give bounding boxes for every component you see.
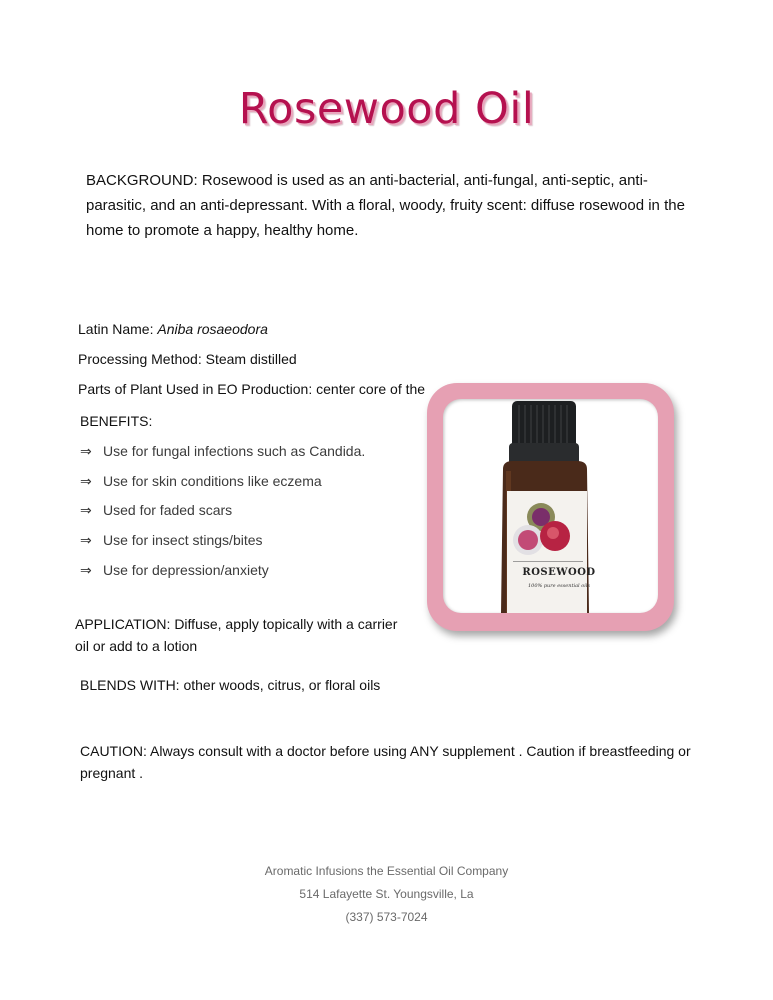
footer-company: Aromatic Infusions the Essential Oil Company bbox=[264, 864, 509, 878]
benefits-heading: BENEFITS: bbox=[80, 413, 153, 429]
plant-parts-line: Parts of Plant Used in EO Production: center core of the bbox=[78, 381, 426, 397]
benefit-item bbox=[80, 443, 365, 460]
benefit-text: Used for faded scars bbox=[103, 502, 233, 518]
page-title: Rosewood Oil bbox=[238, 84, 535, 134]
latin-name-line bbox=[78, 321, 268, 337]
benefit-item bbox=[80, 502, 232, 519]
benefit-text: Use for fungal infections such as Candida. bbox=[103, 443, 366, 459]
processing-method-line: Processing Method: Steam distilled bbox=[78, 351, 297, 367]
arrow-icon: ⇒ bbox=[80, 532, 92, 548]
caution-paragraph: CAUTION: Always consult with a doctor before using ANY supplement . Caution if breastfeeding or pregnant . bbox=[80, 743, 691, 781]
footer-phone: (337) 573-7024 bbox=[345, 910, 428, 924]
arrow-icon: ⇒ bbox=[80, 473, 92, 489]
arrow-icon: ⇒ bbox=[80, 502, 92, 518]
benefit-text: Use for skin conditions like eczema bbox=[103, 473, 322, 489]
bottle-illustration bbox=[443, 399, 658, 613]
product-image bbox=[443, 399, 658, 613]
benefit-item bbox=[80, 562, 269, 579]
background-paragraph: BACKGROUND: Rosewood is used as an anti-bacterial, anti-fungal, anti-septic, anti-parasitic, and an anti-depressant. With a floral, woody, fruity scent: diffuse rosewood in the home to promote a happy, healthy home. bbox=[86, 172, 685, 239]
blends-line: BLENDS WITH: other woods, citrus, or floral oils bbox=[80, 677, 381, 693]
product-image-frame bbox=[427, 383, 674, 631]
footer-address: 514 Lafayette St. Youngsville, La bbox=[299, 887, 474, 901]
benefit-text: Use for depression/anxiety bbox=[103, 562, 269, 578]
arrow-icon: ⇒ bbox=[80, 443, 92, 459]
latin-name-value: Aniba rosaeodora bbox=[157, 321, 268, 337]
benefit-text: Use for insect stings/bites bbox=[103, 532, 263, 548]
product-brand-label: ROSEWOOD bbox=[522, 567, 596, 578]
benefit-item bbox=[80, 532, 263, 549]
product-subtitle-label: 100% pure essential oils bbox=[527, 583, 591, 589]
benefit-item bbox=[80, 473, 322, 490]
arrow-icon: ⇒ bbox=[80, 562, 92, 578]
application-paragraph: APPLICATION: Diffuse, apply topically with a carrier oil or add to a lotion bbox=[75, 616, 398, 654]
latin-name-label: Latin Name: bbox=[78, 321, 158, 337]
